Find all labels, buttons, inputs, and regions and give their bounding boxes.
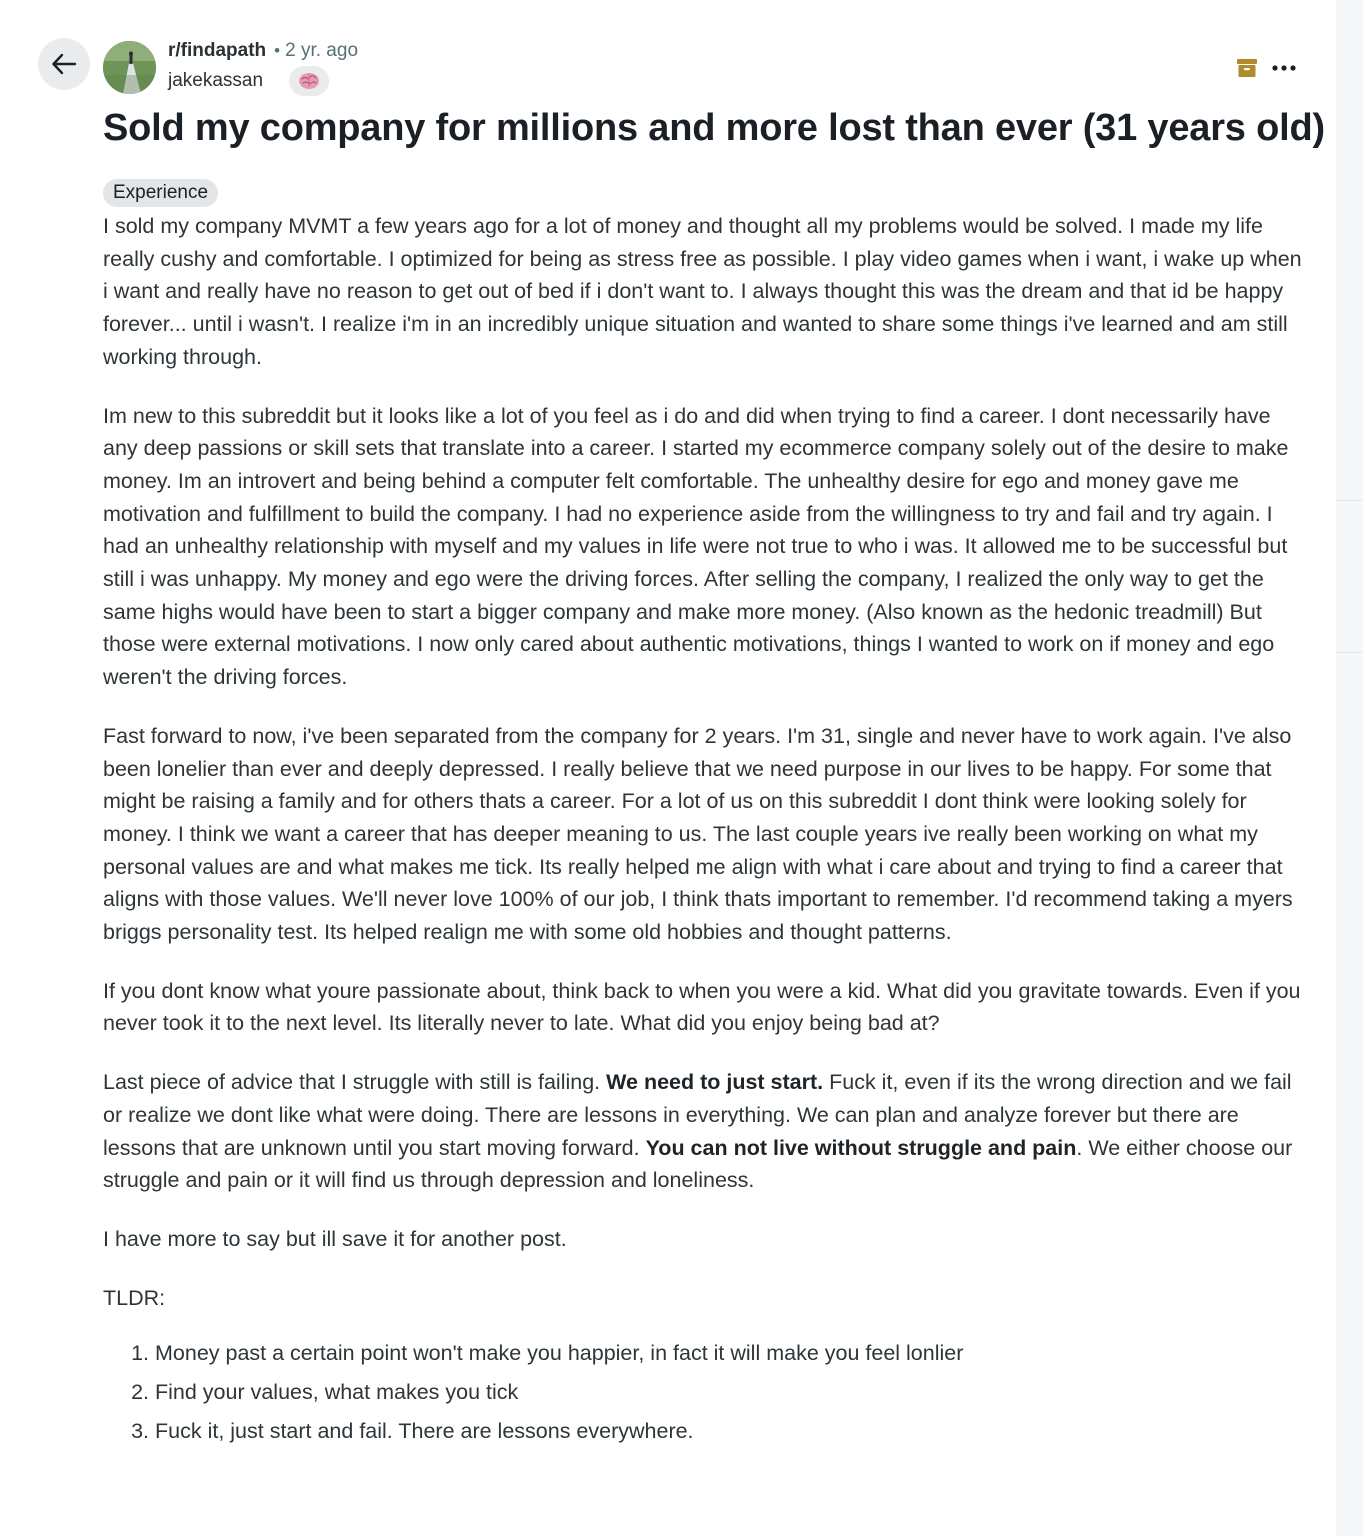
post-paragraph: I sold my company MVMT a few years ago for a lot of money and thought all my problems would be solved. I made my life really cushy and comfortable. I optimized for being as stress free as possible. I play video games when i want, i wake up when i want and really have no reason to get out of bed if i don't want to. I always thought this was the dream and that id be happy forever... until i wasn't. I realize i'm in an incredibly unique situation and wanted to share some things i've learned and am still working through. — [103, 214, 1302, 369]
list-item: 2. Find your values, what makes you tick — [155, 1373, 1303, 1412]
post-paragraph: TLDR: — [103, 1285, 166, 1310]
back-button[interactable] — [38, 38, 90, 90]
rail-divider — [1336, 500, 1363, 501]
bold-text: We need to just start. — [606, 1070, 824, 1095]
user-flair-badge — [289, 66, 329, 96]
post-title: Sold my company for millions and more lost than ever (31 years old) — [103, 107, 1325, 149]
text-run: Fuck it, even if its the wrong direction and we fail or realize we dont like what were doing. There are lessons in everything. We can plan and analyze forever but there are lessons that are unknown until you start moving forward. — [103, 1070, 1292, 1160]
meta-separator: • — [274, 41, 281, 60]
archive-icon[interactable] — [1236, 57, 1258, 79]
post-timestamp: 2 yr. ago — [285, 40, 359, 61]
tldr-list — [103, 1334, 1303, 1451]
post-paragraph — [103, 1066, 1303, 1197]
subreddit-avatar[interactable] — [103, 41, 156, 94]
post-body — [103, 210, 1303, 1451]
subreddit-link[interactable]: r/findapath — [168, 40, 267, 61]
post-paragraph: Im new to this subreddit but it looks like a lot of you feel as i do and did when trying to find a career. I dont necessarily have any deep passions or skill sets that translate into a career. I started my ecommerce company solely out of the desire to make money. Im an introvert and being behind a computer felt comfortable. The unhealthy desire for ego and money gave me motivation and fulfillment to build the company. I had no experience aside from the willingness to try and fail and try again. I had an unhealthy relationship with myself and my values in life were not true to who i was. It allowed me to be successful but still i was unhappy. My money and ego were the driving forces. After selling the company, I realized the only way to get the same highs would have been to start a bigger company and make more money. (Also known as the hedonic treadmill) But those were external motivations. I now only cared about authentic motivations, things I wanted to work on if money and ego weren't the driving forces. — [103, 403, 1289, 690]
more-horizontal-icon — [1271, 64, 1297, 72]
text-run: Last piece of advice that I struggle with still is failing. — [103, 1070, 607, 1095]
post-meta — [168, 38, 358, 64]
post-paragraph: If you dont know what youre passionate about, think back to when you were a kid. What did you gravitate towards. Even if you never took it to the next level. Its literally never to late. What did you enjoy being bad at? — [103, 978, 1301, 1036]
avatar-image — [103, 41, 156, 94]
text-run: . We either choose our struggle and pain or it will find us through depression and loneliness. — [103, 1135, 1293, 1193]
post-paragraph: I have more to say but ill save it for another post. — [103, 1226, 567, 1251]
arrow-left-icon — [50, 50, 78, 78]
more-options-button[interactable] — [1268, 52, 1300, 84]
author-link[interactable]: jakekassan — [168, 70, 264, 91]
bold-text: You can not live without struggle and pain — [645, 1135, 1077, 1160]
list-item: 1. Money past a certain point won't make you happier, in fact it will make you feel lonlier — [155, 1334, 1303, 1373]
post-flair-tag[interactable]: Experience — [103, 179, 218, 207]
brain-emoji-icon — [298, 71, 320, 91]
post-paragraph: Fast forward to now, i've been separated from the company for 2 years. I'm 31, single and never have to work again. I've also been lonelier than ever and deeply depressed. I really believe that we need purpose in our lives to be happy. For some that might be raising a family and for others thats a career. For a lot of us on this subreddit I dont think were looking solely for money. I think we want a career that has deeper meaning to us. The last couple years ive really been working on what my personal values are and what makes me tick. Its really helped me align with what i care about and trying to find a career that aligns with those values. We'll never love 100% of our job, I think thats important to remember. I'd recommend taking a myers briggs personality test. Its helped realign me with some old hobbies and thought patterns. — [103, 723, 1293, 945]
list-item: 3. Fuck it, just start and fail. There are lessons everywhere. — [155, 1412, 1303, 1451]
author-line — [168, 68, 263, 94]
right-rail — [1336, 0, 1363, 1536]
rail-divider — [1336, 652, 1363, 653]
